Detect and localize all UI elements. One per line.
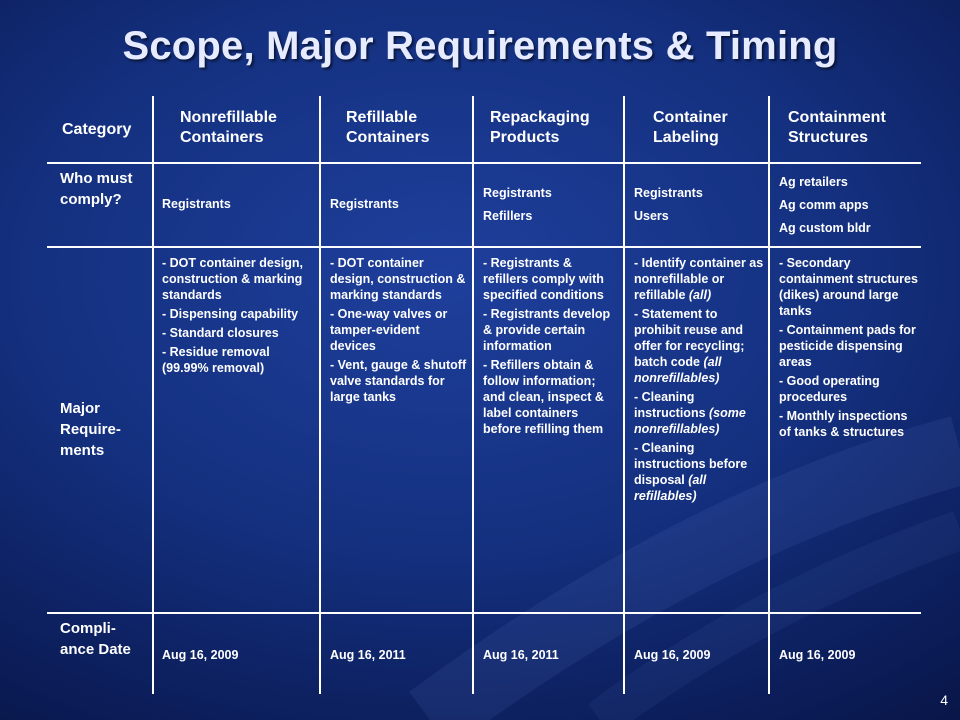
header-line-1: Containment xyxy=(788,109,886,126)
header-line-2: Products xyxy=(490,129,560,146)
header-line-1: Nonrefillable xyxy=(180,109,277,126)
requirement-item: - Standard closures xyxy=(162,326,279,340)
grid-vline-3 xyxy=(472,96,474,694)
grid-vline-5 xyxy=(768,96,770,694)
who-cell-labeling xyxy=(634,166,764,244)
who-entry: Registrants xyxy=(330,196,399,211)
grid-vline-2 xyxy=(319,96,321,694)
who-cell-containment xyxy=(779,166,919,244)
requirement-item: - Refillers obtain & follow information; and clean, inspect & label containers before refilling them xyxy=(483,358,604,436)
requirement-applies-to: (all) xyxy=(688,288,712,302)
header-nonrefillable-containers xyxy=(180,108,277,148)
header-line-2: Labeling xyxy=(653,129,719,146)
requirement-text: - Statement to prohibit reuse and offer for recycling; batch code xyxy=(634,307,745,369)
header-refillable-containers xyxy=(346,108,430,148)
who-entry: Users xyxy=(634,209,669,223)
who-cell-nonrefillable xyxy=(162,166,312,244)
requirement-text: - Cleaning instructions xyxy=(634,390,710,420)
compliance-date-labeling xyxy=(634,616,764,694)
header-line-1: Container xyxy=(653,109,728,126)
requirement-item: - Registrants & refillers comply with specified conditions xyxy=(483,256,604,302)
grid-hline-1 xyxy=(47,162,921,164)
who-entry: Registrants xyxy=(162,196,231,211)
who-entry: Registrants xyxy=(634,186,703,200)
compliance-date: Aug 16, 2009 xyxy=(162,648,239,662)
compliance-date-nonrefillable xyxy=(162,616,312,694)
who-entry: Ag retailers xyxy=(779,174,848,189)
grid-hline-3 xyxy=(47,612,921,614)
row-label-who-must-comply xyxy=(60,168,146,210)
header-containment-structures xyxy=(788,108,886,148)
requirement-item: - One-way valves or tamper-evident devices xyxy=(330,307,448,353)
requirement-applies-to: (all refillables) xyxy=(634,473,707,503)
page-number: 4 xyxy=(940,692,948,708)
compliance-date-containment xyxy=(779,616,919,694)
who-cell-refillable xyxy=(330,166,468,244)
compliance-date: Aug 16, 2011 xyxy=(483,648,559,662)
header-line-2: Containers xyxy=(180,129,264,146)
header-repackaging-products xyxy=(490,108,590,148)
requirements-cell-containment xyxy=(779,255,919,443)
compliance-date: Aug 16, 2009 xyxy=(634,648,711,662)
requirement-item: - Vent, gauge & shutoff valve standards for large tanks xyxy=(330,358,467,404)
requirement-text: - Identify container as nonrefillable or refillable xyxy=(634,256,764,302)
grid-vline-1 xyxy=(152,96,154,694)
requirement-item: - Good operating procedures xyxy=(779,374,880,404)
grid-vline-4 xyxy=(623,96,625,694)
row-label-compliance-date xyxy=(60,618,140,660)
who-entry: Ag comm apps xyxy=(779,197,869,212)
requirement-text: - Cleaning instructions before disposal xyxy=(634,441,748,487)
requirement-item: - Monthly inspections of tanks & structures xyxy=(779,409,908,439)
row-label-text: Who must comply? xyxy=(60,170,133,208)
requirement-item: - DOT container design, construction & marking standards xyxy=(330,256,466,302)
requirement-item xyxy=(634,440,764,504)
requirement-item: - Dispensing capability xyxy=(162,307,299,321)
requirements-cell-nonrefillable xyxy=(162,255,312,379)
requirement-item: - Residue removal (99.99% removal) xyxy=(162,345,270,375)
row-label-text: Major Require- ments xyxy=(60,400,121,459)
compliance-date-refillable xyxy=(330,616,468,694)
header-category xyxy=(62,120,131,140)
who-entry: Ag custom bldr xyxy=(779,220,871,235)
requirement-item: - Secondary containment structures (dikes) around large tanks xyxy=(779,256,918,318)
header-category-label: Category xyxy=(62,121,132,138)
requirements-cell-repackaging xyxy=(483,255,619,440)
row-label-major-requirements xyxy=(60,398,146,461)
who-entry: Registrants xyxy=(483,186,552,200)
grid-hline-2 xyxy=(47,246,921,248)
requirement-applies-to: (all nonrefillables) xyxy=(634,355,722,385)
compliance-date: Aug 16, 2011 xyxy=(330,648,406,662)
header-line-2: Structures xyxy=(788,129,869,146)
compliance-date: Aug 16, 2009 xyxy=(779,648,856,662)
requirement-item xyxy=(634,255,764,303)
requirement-item xyxy=(634,389,764,437)
requirement-item: - Registrants develop & provide certain information xyxy=(483,307,611,353)
header-line-1: Repackaging xyxy=(490,109,590,126)
requirements-cell-refillable xyxy=(330,255,468,408)
header-container-labeling xyxy=(653,108,728,148)
who-cell-repackaging xyxy=(483,166,619,244)
row-label-text: Compli- ance Date xyxy=(60,620,131,658)
requirement-item xyxy=(634,306,764,386)
requirement-item: - DOT container design, construction & marking standards xyxy=(162,256,303,302)
who-entry: Refillers xyxy=(483,209,533,223)
header-line-1: Refillable xyxy=(346,109,418,126)
header-line-2: Containers xyxy=(346,129,430,146)
requirement-item: - Containment pads for pesticide dispensing areas xyxy=(779,323,916,369)
requirement-applies-to: (some nonrefillables) xyxy=(634,406,746,436)
requirements-cell-labeling xyxy=(634,255,764,507)
compliance-date-repackaging xyxy=(483,616,619,694)
page-title: Scope, Major Requirements & Timing xyxy=(122,24,838,68)
